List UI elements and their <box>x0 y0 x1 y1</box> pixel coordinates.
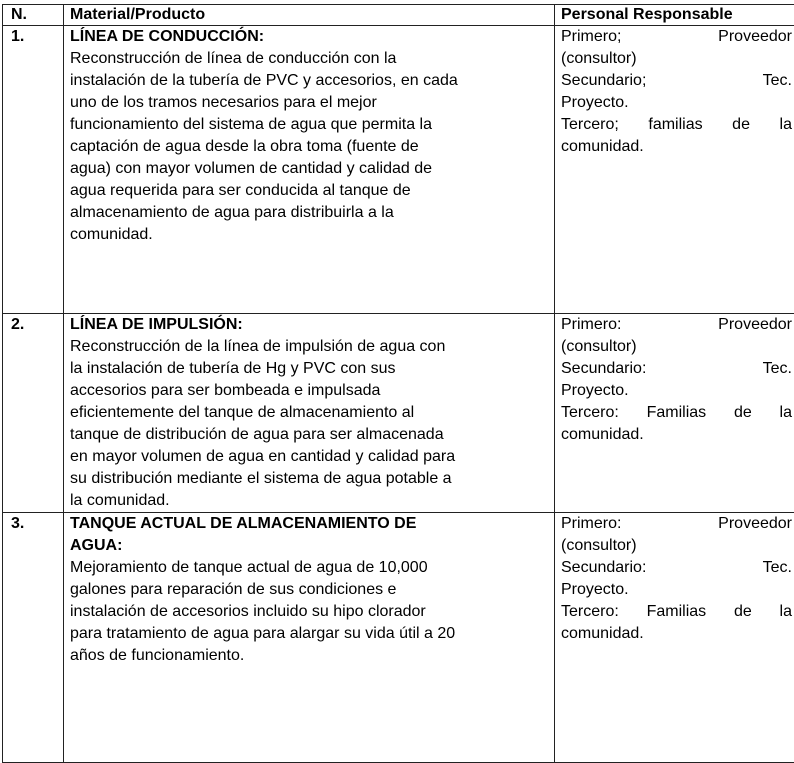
resp-line: Secundario: Tec. <box>561 557 792 579</box>
header-material: Material/Producto <box>64 5 555 26</box>
row-material <box>64 314 555 513</box>
row-title: TANQUE ACTUAL DE ALMACENAMIENTO DE <box>70 513 548 535</box>
text-line: comunidad. <box>70 224 548 246</box>
resp-line: (consultor) <box>561 48 792 70</box>
row-title: LÍNEA DE IMPULSIÓN: <box>70 314 548 336</box>
resp-line: Secundario: Tec. <box>561 358 792 380</box>
row-material <box>64 513 555 763</box>
row-title: AGUA: <box>70 535 548 557</box>
resp-line: (consultor) <box>561 535 792 557</box>
resp-line: Primero: Proveedor <box>561 314 792 336</box>
text-line: almacenamiento de agua para distribuirla a la <box>70 202 548 224</box>
row-title: LÍNEA DE CONDUCCIÓN: <box>70 26 548 48</box>
resp-line: Primero; Proveedor <box>561 26 792 48</box>
row-responsible <box>555 26 794 314</box>
text-line: la instalación de tubería de Hg y PVC con sus <box>70 358 548 380</box>
resp-line: Proyecto. <box>561 579 792 601</box>
text-line: instalación de accesorios incluido su hipo clorador <box>70 601 548 623</box>
text-line: accesorios para ser bombeada e impulsada <box>70 380 548 402</box>
resp-line: Primero: Proveedor <box>561 513 792 535</box>
text-line: galones para reparación de sus condiciones e <box>70 579 548 601</box>
text-line: la comunidad. <box>70 490 548 512</box>
text-line: uno de los tramos necesarios para el mejor <box>70 92 548 114</box>
text-line: Mejoramiento de tanque actual de agua de 10,000 <box>70 557 548 579</box>
resp-line: Proyecto. <box>561 380 792 402</box>
text-line: su distribución mediante el sistema de agua potable a <box>70 468 548 490</box>
text-line: instalación de la tubería de PVC y accesorios, en cada <box>70 70 548 92</box>
resp-line: comunidad. <box>561 424 792 446</box>
row-material <box>64 26 555 314</box>
row-responsible <box>555 314 794 513</box>
table-row <box>3 26 794 314</box>
table-row <box>3 314 794 513</box>
resp-line: (consultor) <box>561 336 792 358</box>
responsibility-table <box>2 4 794 763</box>
text-line: agua requerida para ser conducida al tanque de <box>70 180 548 202</box>
text-line: años de funcionamiento. <box>70 645 548 667</box>
resp-line: Tercero: Familias de la <box>561 601 792 623</box>
resp-line: Proyecto. <box>561 92 792 114</box>
text-line: agua) con mayor volumen de cantidad y calidad de <box>70 158 548 180</box>
text-line: Reconstrucción de línea de conducción con la <box>70 48 548 70</box>
resp-line: comunidad. <box>561 136 792 158</box>
resp-line: Tercero: Familias de la <box>561 402 792 424</box>
resp-line: Secundario; Tec. <box>561 70 792 92</box>
row-responsible <box>555 513 794 763</box>
text-line: funcionamiento del sistema de agua que permita la <box>70 114 548 136</box>
table-row <box>3 513 794 763</box>
text-line: en mayor volumen de agua en cantidad y calidad para <box>70 446 548 468</box>
header-responsible: Personal Responsable <box>555 5 794 26</box>
resp-line: comunidad. <box>561 623 792 645</box>
row-number: 2. <box>3 314 64 513</box>
row-number: 3. <box>3 513 64 763</box>
text-line: captación de agua desde la obra toma (fuente de <box>70 136 548 158</box>
text-line: para tratamiento de agua para alargar su vida útil a 20 <box>70 623 548 645</box>
header-number: N. <box>3 5 64 26</box>
row-number: 1. <box>3 26 64 314</box>
resp-line: Tercero; familias de la <box>561 114 792 136</box>
text-line: Reconstrucción de la línea de impulsión de agua con <box>70 336 548 358</box>
text-line: eficientemente del tanque de almacenamiento al <box>70 402 548 424</box>
header-row <box>3 5 794 26</box>
text-line: tanque de distribución de agua para ser almacenada <box>70 424 548 446</box>
